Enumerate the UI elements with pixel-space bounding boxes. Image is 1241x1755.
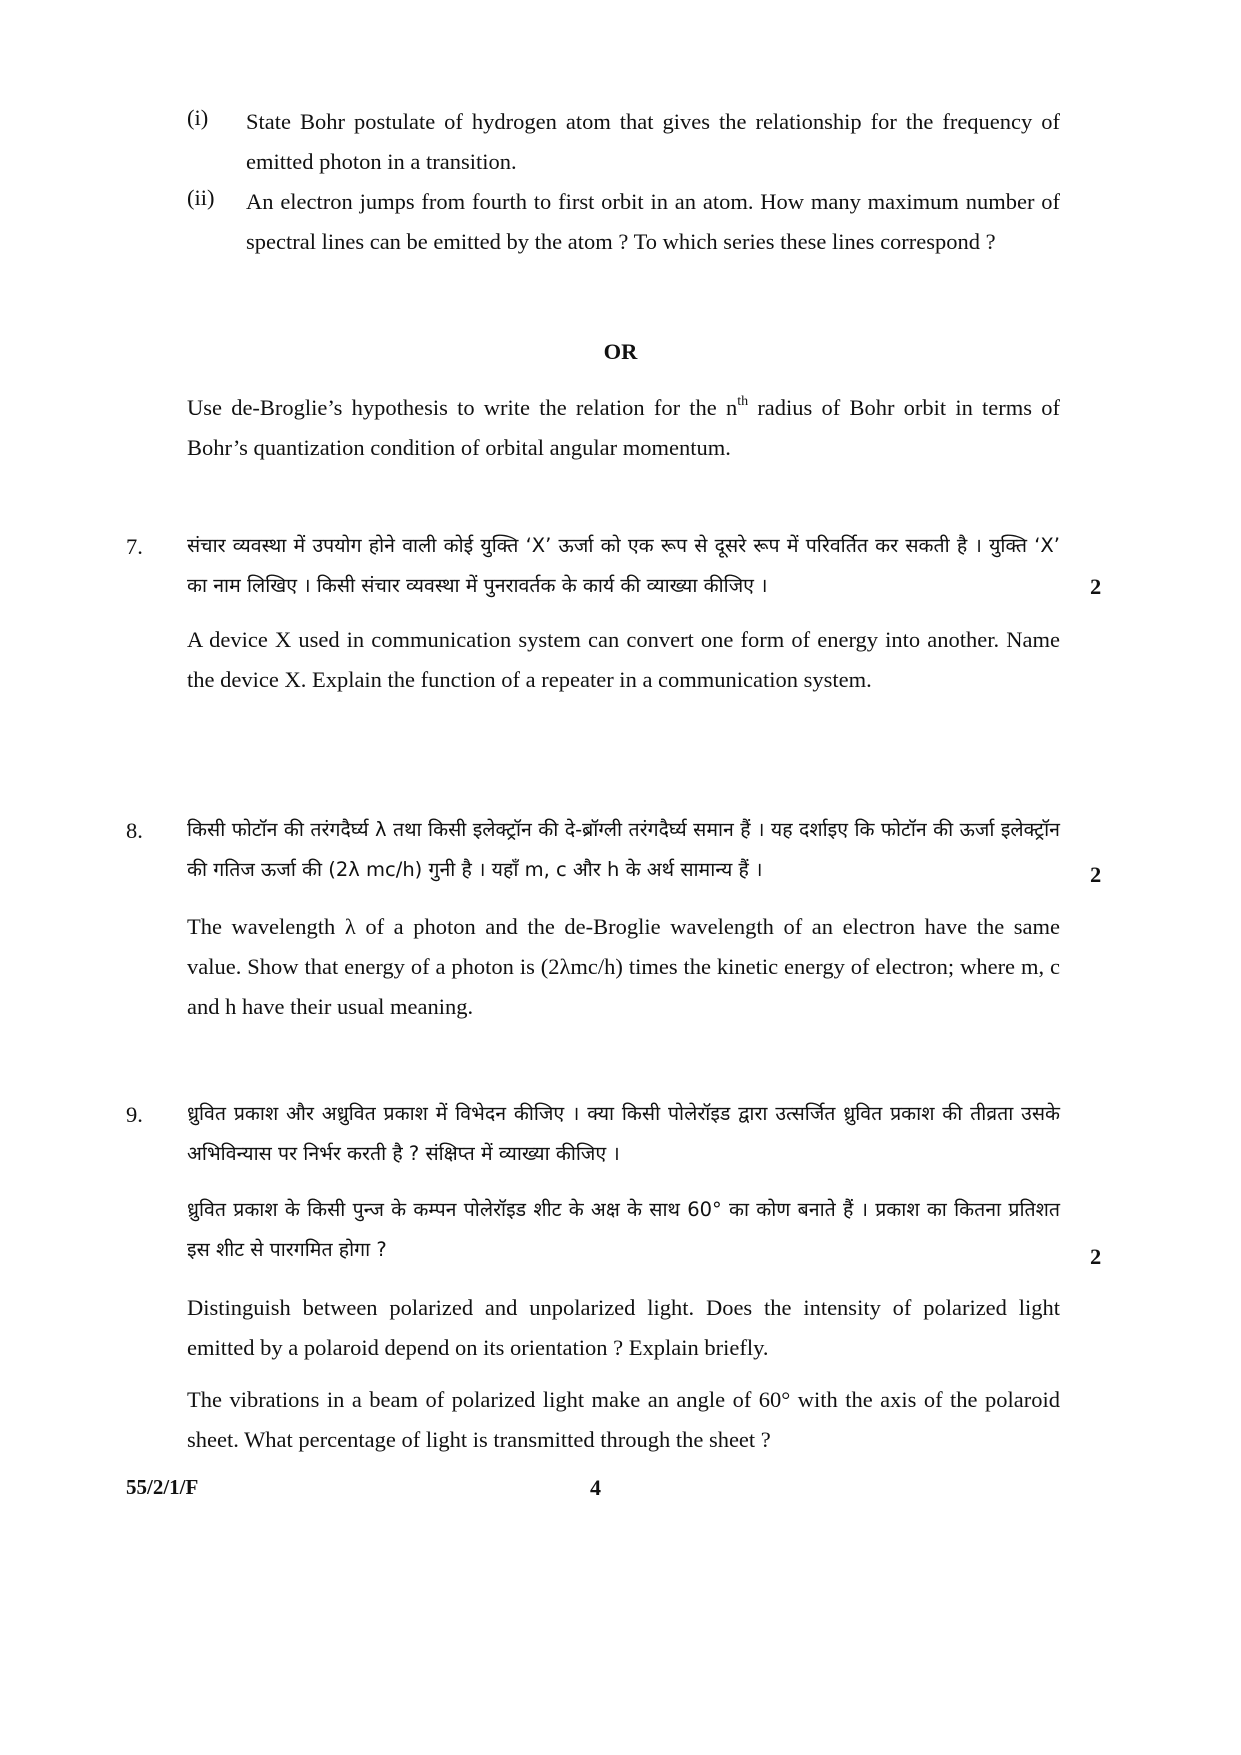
q6-part-ii-label: (ii) [187, 185, 215, 210]
q6-part-i-label: (i) [187, 105, 209, 130]
paper-code: 55/2/1/F [126, 1475, 199, 1499]
q9-marks: 2 [1090, 1244, 1102, 1269]
q6-or-text-sup: th [737, 394, 749, 409]
page-number: 4 [590, 1475, 601, 1500]
q9-hindi-text-2: ध्रुवित प्रकाश के किसी पुन्ज के कम्पन पोलेरॉइड शीट के अक्ष के साथ 60° का कोण बनाते हैं । प्रकाश का कितना प्रतिशत इस शीट से पारगमित होगा ? [187, 1198, 1060, 1261]
q6-or-text-after: radius of Bohr orbit in terms of Bohr’s quantization condition of orbital angular momentum. [187, 395, 1060, 460]
q8-marks: 2 [1090, 862, 1102, 887]
q6-part-ii-text: An electron jumps from fourth to first orbit in an atom. How many maximum number of spectral lines can be emitted by the atom ? To which series these lines correspond ? [246, 189, 1060, 254]
q7-marks: 2 [1090, 574, 1102, 599]
q9-hindi-text-1: ध्रुवित प्रकाश और अध्रुवित प्रकाश में विभेदन कीजिए । क्या किसी पोलेरॉइड द्वारा उत्सर्जित ध्रुवित प्रकाश की तीव्रता उसके अभिविन्यास पर निर्भर करती है ? संक्षिप्त में व्याख्या कीजिए । [187, 1102, 1060, 1165]
q9-english-text-2: The vibrations in a beam of polarized light make an angle of 60° with the axis of the polaroid sheet. What percentage of light is transmitted through the sheet ? [187, 1387, 1060, 1452]
q8-number: 8. [126, 818, 143, 843]
q9-number: 9. [126, 1102, 143, 1127]
or-separator: OR [603, 339, 638, 364]
q7-number: 7. [126, 534, 143, 559]
q7-english-text: A device X used in communication system can convert one form of energy into another. Name the device X. Explain the function of a repeater in a communication system. [187, 627, 1060, 692]
q6-or-text [187, 388, 1060, 468]
q7-hindi-text: संचार व्यवस्था में उपयोग होने वाली कोई युक्ति ‘X’ ऊर्जा को एक रूप से दूसरे रूप में परिवर्तित कर सकती है । युक्ति ‘X’ का नाम लिखिए । किसी संचार व्यवस्था में पुनरावर्तक के कार्य की व्याख्या कीजिए । [187, 534, 1060, 597]
q6-part-i-text: State Bohr postulate of hydrogen atom that gives the relationship for the frequency of emitted photon in a transition. [246, 109, 1060, 174]
q9-english-text-1: Distinguish between polarized and unpolarized light. Does the intensity of polarized light emitted by a polaroid depend on its orientation ? Explain briefly. [187, 1295, 1060, 1360]
q8-hindi-text: किसी फोटॉन की तरंगदैर्घ्य λ तथा किसी इलेक्ट्रॉन की दे-ब्रॉग्ली तरंगदैर्घ्य समान हैं । यह दर्शाइए कि फोटॉन की ऊर्जा इलेक्ट्रॉन की गतिज ऊर्जा की (2λ mc/h) गुनी है । यहाँ m, c और h के अर्थ सामान्य हैं । [187, 818, 1060, 881]
q6-or-text-before: Use de-Broglie’s hypothesis to write the relation for the n [187, 395, 738, 420]
q8-english-text: The wavelength λ of a photon and the de-Broglie wavelength of an electron have the same value. Show that energy of a photon is (2λmc/h) times the kinetic energy of electron; where m, c and h have their usual meaning. [187, 914, 1060, 1019]
